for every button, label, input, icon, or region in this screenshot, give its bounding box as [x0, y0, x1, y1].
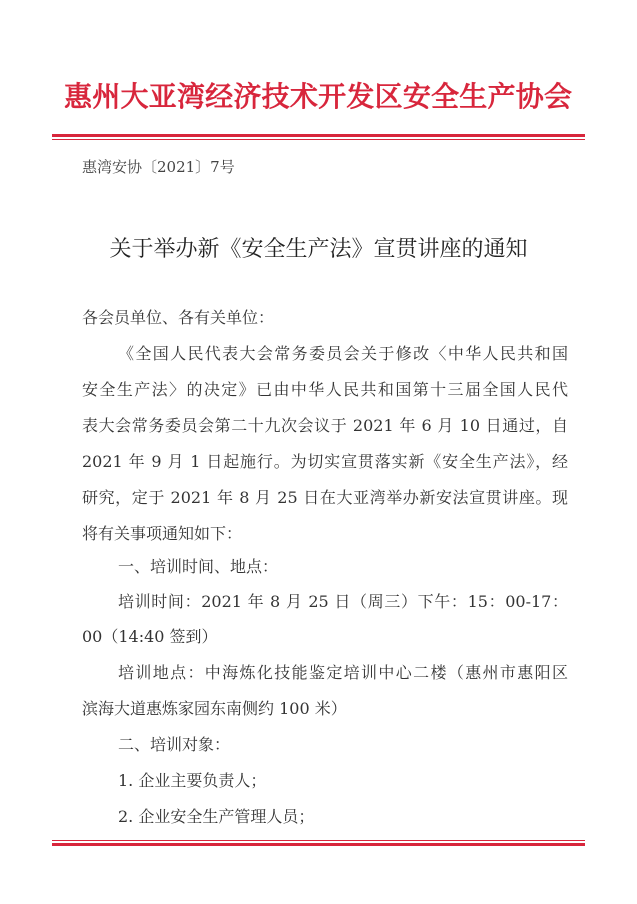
training-place-line: 培训地点：中海炼化技能鉴定培训中心二楼（惠州市惠阳区: [118, 663, 568, 682]
paragraph-line: 安全生产法〉的决定》已由中华人民共和国第十三届全国人民代: [82, 380, 568, 399]
paragraph-line: 表大会常务委员会第二十九次会议于 2021 年 6 月 10 日通过，自: [82, 416, 568, 435]
training-time-line: 00（14:40 签到）: [82, 627, 218, 646]
document-title: 关于举办新《安全生产法》宣贯讲座的通知: [109, 237, 528, 262]
header-divider: [52, 134, 585, 140]
list-item: 2. 企业安全生产管理人员；: [118, 807, 315, 826]
section-heading: 一、培训时间、地点：: [118, 557, 279, 576]
paragraph-line: 《全国人民代表大会常务委员会关于修改〈中华人民共和国: [118, 344, 568, 363]
paragraph-line: 2021 年 9 月 1 日起施行。为切实宣贯落实新《安全生产法》，经: [82, 452, 568, 471]
paragraph-line: 将有关事项通知如下：: [82, 524, 243, 543]
paragraph-line: 研究，定于 2021 年 8 月 25 日在大亚湾举办新安法宣贯讲座。现: [82, 488, 568, 507]
training-time-line: 培训时间：2021 年 8 月 25 日（周三）下午：15：00-17：: [118, 592, 568, 611]
document-number: 惠湾安协〔2021〕7号: [82, 158, 235, 176]
list-item: 1. 企业主要负责人；: [118, 771, 267, 790]
training-place-line: 滨海大道惠炼家园东南侧约 100 米）: [82, 699, 347, 718]
organization-header: 惠州大亚湾经济技术开发区安全生产协会: [64, 80, 572, 113]
section-heading: 二、培训对象：: [118, 735, 231, 754]
salutation: 各会员单位、各有关单位：: [82, 308, 275, 327]
footer-divider: [52, 840, 585, 846]
